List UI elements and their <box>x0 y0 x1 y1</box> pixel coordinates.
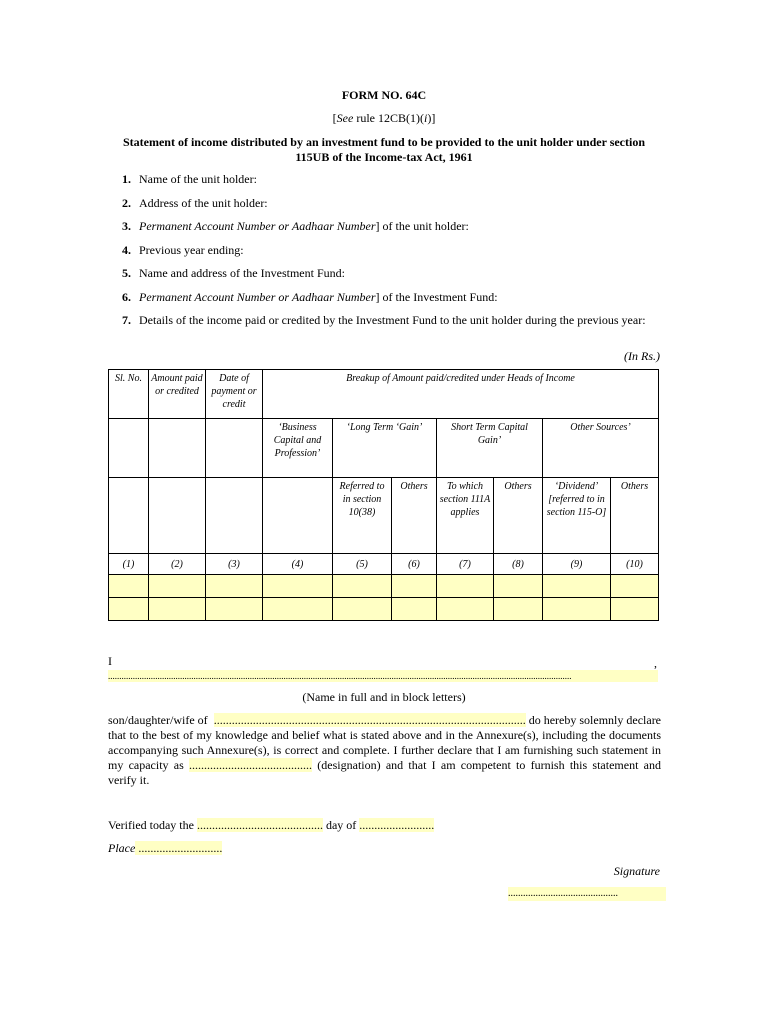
item-unit-holder-pan <box>110 219 660 243</box>
item-number: 7. <box>122 313 131 327</box>
declaration-i: I <box>108 654 112 668</box>
cell-empty <box>109 419 149 478</box>
item-text: Name of the unit holder: <box>139 172 257 186</box>
column-number: (4) <box>263 554 333 575</box>
column-number: (7) <box>437 554 494 575</box>
cell-empty <box>206 419 263 478</box>
verified-date-field[interactable]: .......................................... <box>196 818 323 832</box>
item-number: 3. <box>122 219 131 233</box>
form-items <box>110 172 660 327</box>
cell-empty <box>149 478 206 554</box>
header-others-short: Others <box>494 478 543 554</box>
item-text: Previous year ending: <box>139 242 244 257</box>
cell-empty <box>149 419 206 478</box>
item-text: Name and address of the Investment Fund: <box>139 266 345 280</box>
signature-field[interactable]: ............................................ <box>508 887 666 901</box>
item-fund-pan <box>110 290 660 314</box>
input-cell[interactable] <box>263 575 333 598</box>
column-number: (2) <box>149 554 206 575</box>
relation-name-field[interactable]: ........................................................................................................ <box>213 713 526 727</box>
item-income-details <box>110 313 660 327</box>
header-others-long: Others <box>392 478 437 554</box>
input-cell[interactable] <box>611 575 659 598</box>
item-unit-holder-address <box>110 196 660 220</box>
day-of-label: day of <box>322 818 360 832</box>
header-breakup: Breakup of Amount paid/credited under Heads of Income <box>263 370 659 419</box>
table-row <box>109 575 659 598</box>
item-text: Address of the unit holder: <box>139 195 268 210</box>
item-text: ] of the unit holder: <box>375 219 469 233</box>
verified-label: Verified today the <box>108 818 197 832</box>
header-date: Date of payment or credit <box>206 370 263 419</box>
input-cell[interactable] <box>263 598 333 621</box>
rule-close: )] <box>427 111 436 125</box>
header-amount: Amount paid or credited <box>149 370 206 419</box>
item-text: ] of the Investment Fund: <box>375 289 498 304</box>
rule-i: i <box>423 111 428 125</box>
item-fund-name-address <box>110 266 660 290</box>
input-cell[interactable] <box>392 598 437 621</box>
header-section-111a: To which section 111A applies <box>437 478 494 554</box>
input-cell[interactable] <box>543 575 611 598</box>
header-short-term: Short Term Capital Gain’ <box>437 419 543 478</box>
header-other-sources: Other Sources’ <box>543 419 659 478</box>
declaration-comma: , <box>654 656 657 670</box>
column-number: (3) <box>206 554 263 575</box>
header-others-sources: Others <box>611 478 659 554</box>
son-of-label: son/daughter/wife of <box>108 713 208 727</box>
column-number: (6) <box>392 554 437 575</box>
place-line <box>108 841 222 856</box>
input-cell[interactable] <box>109 575 149 598</box>
form-heading: Statement of income distributed by an investment fund to be provided to the unit holder under section 115UB of the Income-tax Act, 1961 <box>122 135 646 164</box>
declaration-text-end: (designation) and that I am competent to furnish this statement and verify it. <box>108 758 661 787</box>
income-table <box>108 369 659 621</box>
form-title: FORM NO. 64C <box>341 88 427 102</box>
rule-reference <box>0 111 768 126</box>
item-italic-text: Permanent Account Number or Aadhaar Number <box>139 219 376 233</box>
signature-label: Signature <box>613 864 660 878</box>
item-number: 2. <box>122 195 131 210</box>
table-row <box>109 598 659 621</box>
column-number: (10) <box>611 554 659 575</box>
item-number: 5. <box>122 266 131 280</box>
item-unit-holder-name <box>110 172 660 196</box>
rule-see: See <box>336 111 354 125</box>
item-italic-text: Permanent Account Number or Aadhaar Number <box>139 289 376 304</box>
input-cell[interactable] <box>109 598 149 621</box>
cell-empty <box>263 478 333 554</box>
input-cell[interactable] <box>206 575 263 598</box>
item-text: Details of the income paid or credited by the Investment Fund to the unit holder during the previous year: <box>139 313 646 327</box>
input-cell[interactable] <box>494 575 543 598</box>
name-caption: (Name in full and in block letters) <box>302 690 466 704</box>
input-cell[interactable] <box>149 598 206 621</box>
header-sl-no: Sl. No. <box>109 370 149 419</box>
column-number: (9) <box>543 554 611 575</box>
input-cell[interactable] <box>206 598 263 621</box>
input-cell[interactable] <box>437 598 494 621</box>
column-number: (5) <box>333 554 392 575</box>
header-dividend: ‘Dividend’ [referred to in section 115-O] <box>543 478 611 554</box>
input-cell[interactable] <box>333 598 392 621</box>
column-number: (1) <box>109 554 149 575</box>
rule-open: [ <box>332 111 337 125</box>
name-field[interactable]: .............................................................................................................................................................................................................. <box>108 670 658 682</box>
capacity-field[interactable]: ......................................... <box>189 758 313 772</box>
cell-empty <box>206 478 263 554</box>
header-long-term: ‘Long Term ‘Gain’ <box>333 419 437 478</box>
currency-note: (In Rs.) <box>624 349 660 363</box>
verification-line <box>108 818 434 833</box>
input-cell[interactable] <box>437 575 494 598</box>
input-cell[interactable] <box>611 598 659 621</box>
item-previous-year <box>110 243 660 267</box>
input-cell[interactable] <box>543 598 611 621</box>
item-number: 4. <box>122 242 131 257</box>
input-cell[interactable] <box>392 575 437 598</box>
input-cell[interactable] <box>149 575 206 598</box>
verified-month-field[interactable]: ......................... <box>359 818 435 832</box>
input-cell[interactable] <box>333 575 392 598</box>
header-referred-10-38: Referred to in section 10(38) <box>333 478 392 554</box>
place-label: Place <box>108 841 136 855</box>
input-cell[interactable] <box>494 598 543 621</box>
item-number: 1. <box>122 172 131 186</box>
cell-empty <box>109 478 149 554</box>
item-number: 6. <box>122 289 131 304</box>
header-business: ‘Business Capital and Profession’ <box>263 419 333 478</box>
declaration-paragraph <box>108 713 661 788</box>
place-field[interactable]: ............................ <box>135 841 223 855</box>
column-number: (8) <box>494 554 543 575</box>
rule-text: rule 12CB(1)( <box>353 111 424 125</box>
declaration-text: do hereby solemnly declare that to the best of my knowledge and belief what is stated above and in the Annexure(s), including the documents accompanying such Annexure(s), is correct and complete. I further declare that I am furnishing such statement in my capacity as <box>108 713 662 772</box>
